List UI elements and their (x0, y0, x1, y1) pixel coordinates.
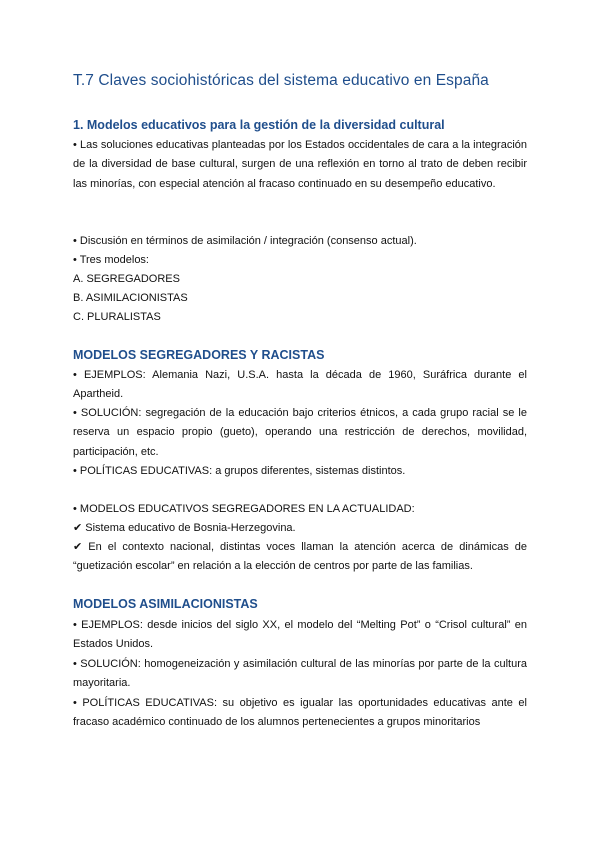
model-item-asimilacionistas: B. ASIMILACIONISTAS (73, 292, 188, 304)
document-title: T.7 Claves sociohistóricas del sistema educativo en España (73, 72, 489, 89)
section-heading-segregadores: MODELOS SEGREGADORES Y RACISTAS (73, 348, 325, 362)
paragraph-solucion-asimilacionistas: • SOLUCIÓN: homogeneización y asimilación cultural de las minorías por parte de la cultura mayoritaria. (73, 658, 527, 690)
paragraph-actualidad-heading: • MODELOS EDUCATIVOS SEGREGADORES EN LA ACTUALIDAD: (73, 503, 415, 515)
section-heading-asimilacionistas: MODELOS ASIMILACIONISTAS (73, 597, 258, 611)
model-item-pluralistas: C. PLURALISTAS (73, 311, 161, 323)
paragraph-politicas-segregadores: • POLÍTICAS EDUCATIVAS: a grupos diferentes, sistemas distintos. (73, 465, 406, 477)
bullet-tres-modelos: • Tres modelos: (73, 254, 149, 266)
model-item-segregadores: A. SEGREGADORES (73, 273, 180, 285)
check-item-guetizacion: ✔ En el contexto nacional, distintas voces llaman la atención acerca de dinámicas de “guetización escolar” en relación a la elección de centros por parte de las familias. (73, 541, 527, 573)
paragraph-ejemplos-segregadores: • EJEMPLOS: Alemania Nazi, U.S.A. hasta la década de 1960, Suráfrica durante el Apartheid. (73, 369, 527, 401)
paragraph-ejemplos-asimilacionistas: • EJEMPLOS: desde inicios del siglo XX, el modelo del “Melting Pot” o “Crisol cultural” en Estados Unidos. (73, 619, 527, 651)
bullet-discusion: • Discusión en términos de asimilación / integración (consenso actual). (73, 235, 417, 247)
paragraph-solucion-segregadores: • SOLUCIÓN: segregación de la educación bajo criterios étnicos, a cada grupo racial se le reserva un espacio propio (gueto), operando una restricción de derechos, movilidad, participación, etc. (73, 407, 527, 458)
check-item-bosnia: ✔ Sistema educativo de Bosnia-Herzegovina. (73, 522, 296, 534)
paragraph-politicas-asimilacionistas: • POLÍTICAS EDUCATIVAS: su objetivo es igualar las oportunidades educativas ante el fracaso académico continuado de los alumnos pertenecientes a grupos minoritarios (73, 697, 527, 729)
paragraph-soluciones: • Las soluciones educativas planteadas por los Estados occidentales de cara a la integración de la diversidad de base cultural, surgen de una reflexión en torno al trato de deben recibir las minorías, con especial atención al fracaso continuado en su desempeño educativo. (73, 139, 527, 190)
section-heading-modelos: 1. Modelos educativos para la gestión de la diversidad cultural (73, 118, 445, 132)
